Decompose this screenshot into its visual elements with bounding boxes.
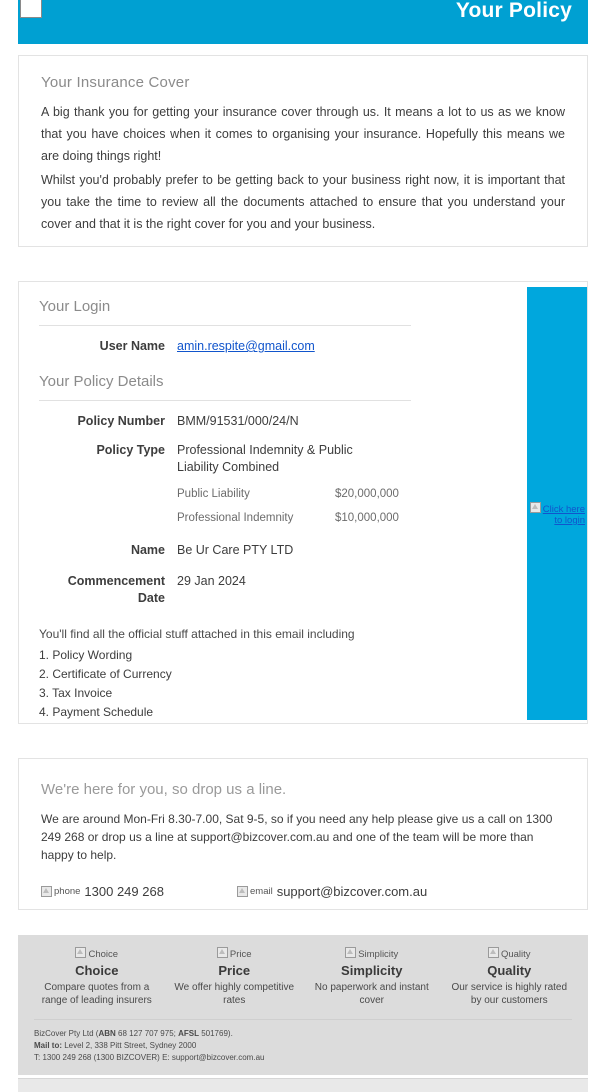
feature-desc: No paperwork and instant cover [314,982,429,1006]
phone-icon [41,886,52,897]
cover-limit-amount: $20,000,000 [335,488,399,500]
legal-line-3: T: 1300 249 268 (1300 BIZCOVER) E: support@bizcover.com.au [34,1053,265,1062]
list-item: 2. Certificate of Currency [39,667,172,681]
page-title: Your Policy [455,0,572,22]
simplicity-icon: Simplicity [309,947,435,960]
policy-type-row [39,442,549,476]
legal-line-2: Mail to: Level 2, 338 Pitt Street, Sydney 2000 [34,1041,197,1050]
cover-limit-amount: $10,000,000 [335,512,399,524]
legal-line-1: BizCover Pty Ltd (ABN 68 127 707 975; AFSL 501769). [34,1029,233,1038]
attachments-note: You'll find all the official stuff attached in this email including [39,627,355,641]
contact-title: We're here for you, so drop us a line. [41,781,287,798]
insurance-cover-card [18,55,588,247]
username-link[interactable]: amin.respite@gmail.com [177,339,315,353]
policy-details-heading: Your Policy Details [39,373,411,401]
cover-limit-row [177,482,549,506]
contact-text: We are around Mon-Fri 8.30-7.00, Sat 9-5, so if you need any help please give us a call on 1300 249 268 or drop us a line at support@bizcover.com.au and one of the team will be more than happy to help. [41,812,553,862]
policy-details-card [18,281,588,724]
list-item: 1. Policy Wording [39,648,133,662]
contact-row [41,884,565,899]
bottom-bar [18,1078,588,1092]
email-icon-label: email [250,886,273,897]
policy-number-label: Policy Number [77,414,165,428]
username-label: User Name [99,339,165,353]
commencement-date-value: 29 Jan 2024 [177,574,246,588]
cover-paragraph-2: Whilst you'd probably prefer to be getting back to your business right now, it is important that you take the time to review all the documents attached to ensure that you understand your cover and that it is the right cover for you and your business. [41,173,565,231]
cover-title: Your Insurance Cover [41,74,190,91]
username-value [177,338,315,355]
policy-type-label: Policy Type [96,443,165,457]
email-address: support@bizcover.com.au [276,884,428,899]
cover-paragraph-1: A big thank you for getting your insurance cover through us. It means a lot to us as we know that you have choices when it comes to organising your insurance. Hopefully this means we are doing things right! [41,105,565,163]
policy-type-value: Professional Indemnity & Public Liability Combined [177,443,353,474]
policy-number-row [39,413,549,430]
feature-quality [441,947,579,1007]
feature-desc: Compare quotes from a range of leading insurers [41,982,152,1006]
feature-title: Choice [75,963,119,978]
legal-text [34,1019,572,1064]
feature-price [166,947,304,1007]
policy-number-value: BMM/91531/000/24/N [177,414,299,428]
header-band [18,0,588,44]
email-contact[interactable] [237,884,427,899]
login-cta-label: Click here to login [542,504,585,526]
cover-limit-name: Professional Indemnity [177,512,294,524]
list-item: 3. Tax Invoice [39,686,113,700]
insured-name-label: Name [130,543,165,557]
commencement-date-row [39,573,549,607]
attachments-list [39,646,549,722]
feature-title: Quality [487,963,532,978]
choice-icon: Choice [34,947,160,960]
list-item: 4. Payment Schedule [39,705,154,719]
username-row [39,338,549,355]
feature-desc: We offer highly competitive rates [174,982,295,1006]
feature-title: Price [218,963,251,978]
phone-icon-label: phone [54,886,81,897]
footer [18,935,588,1075]
commencement-date-label: Commencement Date [67,574,165,605]
your-login-heading: Your Login [39,298,411,326]
quality-icon: Quality [447,947,573,960]
feature-desc: Our service is highly rated by our customers [451,982,568,1006]
feature-choice [28,947,166,1007]
feature-simplicity [303,947,441,1007]
insured-name-value: Be Ur Care PTY LTD [177,543,294,557]
contact-card [18,758,588,910]
policy-inner [39,282,549,722]
cover-limits-list [177,482,549,530]
email-icon [237,886,248,897]
feature-list [18,935,588,1007]
phone-contact[interactable] [41,884,237,899]
insured-name-row [39,542,549,559]
phone-number: 1300 249 268 [84,884,164,899]
cover-limit-row [177,506,549,530]
feature-title: Simplicity [341,963,403,978]
select-checkbox[interactable] [20,0,42,18]
price-icon: Price [172,947,298,960]
cover-limit-name: Public Liability [177,488,250,500]
